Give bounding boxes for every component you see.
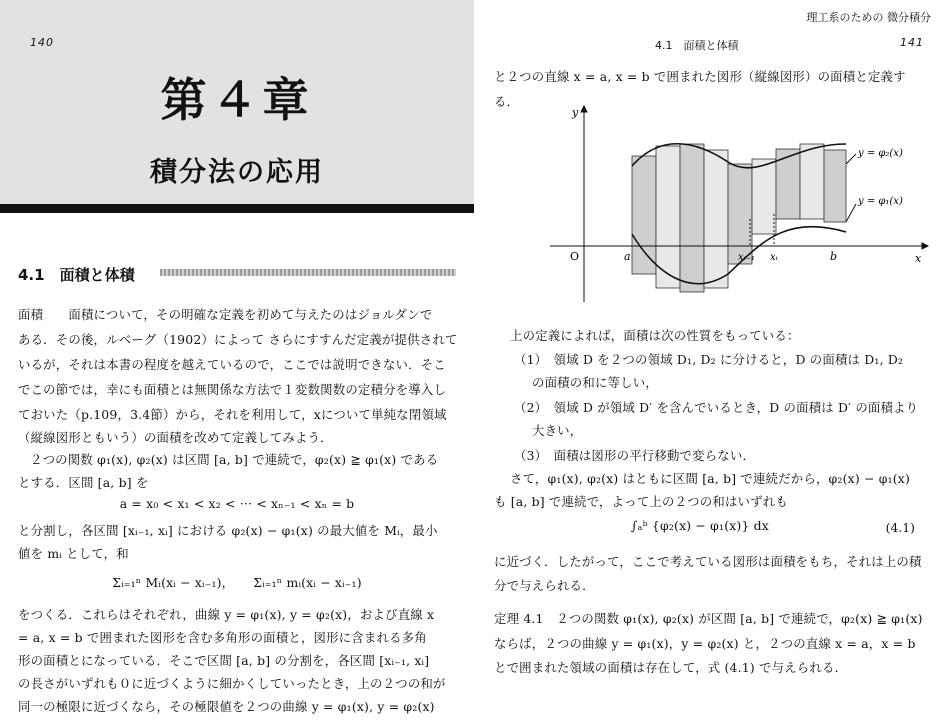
body-line: ある．その後，ルベーグ（1902）によって さらにすすんだ定義が提供されて xyxy=(18,332,458,347)
body-line: でこの節では，幸にも面積とは無関係な方法で１変数関数の定積分を導入し xyxy=(18,382,447,397)
theorem-line: ならば，２つの曲線 y = φ₁(x)，y = φ₂(x) と，２つの直線 x = a，x = b xyxy=(494,636,916,651)
partition-formula: a = x₀ < x₁ < x₂ < ··· < xₙ₋₁ < xₙ = b xyxy=(119,496,355,511)
strip xyxy=(680,144,704,292)
body-line: の長さがいずれも０に近づくように細かくしていったとき，上の２つの和が xyxy=(18,676,446,691)
origin-label: O xyxy=(570,250,580,263)
sum-formula: Σᵢ₌₁ⁿ Mᵢ(xᵢ − xᵢ₋₁)， Σᵢ₌₁ⁿ mᵢ(xᵢ − xᵢ₋₁) xyxy=(112,575,362,590)
chapter-title: 積分法の応用 xyxy=(150,157,324,188)
equation-number: (4.1) xyxy=(885,520,915,535)
running-title: 理工系のための 微分積分 xyxy=(806,11,931,24)
body-line: 同一の極限に近づくなら，その極限値を２つの曲線 y = φ₁(x), y = φ₂(x) xyxy=(18,699,435,714)
integral-formula: ∫ₐᵇ {φ₂(x) − φ₁(x)} dx xyxy=(630,518,769,533)
xi-label: xᵢ xyxy=(770,252,778,263)
property-item: （3） 面積は図形の平行移動で変らない． xyxy=(514,448,756,463)
body-line: 値を mᵢ として，和 xyxy=(18,546,129,561)
property-item: の面積の和に等しい， xyxy=(532,375,658,390)
right-page-number: 141 xyxy=(900,36,924,49)
y-axis-label: y xyxy=(572,106,579,119)
strip xyxy=(800,144,824,219)
body-line: 上の定義によれば，面積は次の性質をもっている： xyxy=(510,328,800,343)
chapter-number: 第４章 xyxy=(160,73,314,127)
x-axis-arrow xyxy=(922,243,928,249)
property-item: （2） 領域 D が領域 D′ を含んでいるとき，D の面積は D′ の面積より xyxy=(514,400,919,415)
left-page-number: 140 xyxy=(30,36,54,49)
chapter-banner-rule xyxy=(0,204,474,213)
theorem-line: とで囲まれた領域の面積は存在して，式 (4.1) で与えられる． xyxy=(494,660,848,675)
body-line: いるが，それは本書の程度を越えているので，ここでは説明できない．そこ xyxy=(18,357,446,372)
theorem-line: 定理 4.1 ２つの関数 φ₁(x), φ₂(x) が区間 [a, b] で連続で，φ₂(x) ≧ φ₁(x) xyxy=(494,611,923,626)
body-line: 面積 面積について，その明確な定義を初めて与えたのはジョルダンで xyxy=(18,307,433,322)
b-label: b xyxy=(830,250,838,263)
property-item: 大きい， xyxy=(532,423,583,438)
xim1-label: xᵢ₋₁ xyxy=(738,252,755,263)
body-line: る． xyxy=(494,94,520,109)
right-page xyxy=(480,0,945,728)
section-heading-rule xyxy=(160,269,456,276)
strip xyxy=(824,150,846,222)
body-line: ２つの関数 φ₁(x), φ₂(x) は区間 [a, b] で連続で，φ₂(x) ≧ φ₁(x) である xyxy=(30,452,439,467)
property-item: （1） 領域 D を２つの領域 D₁, D₂ に分けると，D の面積は D₁, D₂ xyxy=(514,352,904,367)
strip xyxy=(704,150,728,288)
section-header: 4.1 面積と体積 xyxy=(655,39,739,52)
strip xyxy=(752,159,776,234)
body-line: と２つの直線 x = a, x = b で囲まれた図形（縦線図形）の面積と定義す xyxy=(494,69,906,84)
body-line: さて，φ₁(x), φ₂(x) はともに区間 [a, b] で連続だから，φ₂(x) − φ₁(x) xyxy=(510,471,911,486)
body-line: に近づく．したがって，ここで考えている図形は面積をもち，それは上の積 xyxy=(494,554,922,569)
body-line: = a, x = b で囲まれた図形を含む多角形の面積と，図形に含まれる多角 xyxy=(18,630,427,645)
body-line: とする．区間 [a, b] を xyxy=(18,475,149,490)
phi1-leader xyxy=(846,204,856,222)
body-line: と分割し，各区間 [xᵢ₋₁, xᵢ] における φ₂(x) − φ₁(x) の最大値を Mᵢ，最小 xyxy=(18,523,438,538)
phi2-leader xyxy=(846,154,856,164)
body-line: も [a, b] で連続で，よって上の２つの和はいずれも xyxy=(494,494,788,509)
strip xyxy=(728,164,752,264)
x-axis-label: x xyxy=(915,252,922,265)
body-line: 形の面積とになっている．そこで区間 [a, b] の分割を，各区間 [xᵢ₋₁, xᵢ] xyxy=(18,653,430,668)
body-line: 分で与えられる． xyxy=(494,578,595,593)
body-line: をつくる．これらはそれぞれ，曲線 y = φ₁(x), y = φ₂(x)，および直線 x xyxy=(18,607,435,622)
strip xyxy=(632,156,656,274)
body-line: ておいた（p.109，3.4節）から，それを利用して，xについて単純な閉領域 xyxy=(18,407,447,422)
phi1-label: y = φ₁(x) xyxy=(858,196,903,207)
y-axis-arrow xyxy=(581,106,587,112)
body-line: （縦線図形ともいう）の面積を改めて定義してみよう． xyxy=(18,430,333,445)
phi2-label: y = φ₂(x) xyxy=(858,148,903,159)
area-figure xyxy=(530,104,930,306)
a-label: a xyxy=(624,250,631,263)
section-heading: 4.1 面積と体積 xyxy=(18,266,135,284)
